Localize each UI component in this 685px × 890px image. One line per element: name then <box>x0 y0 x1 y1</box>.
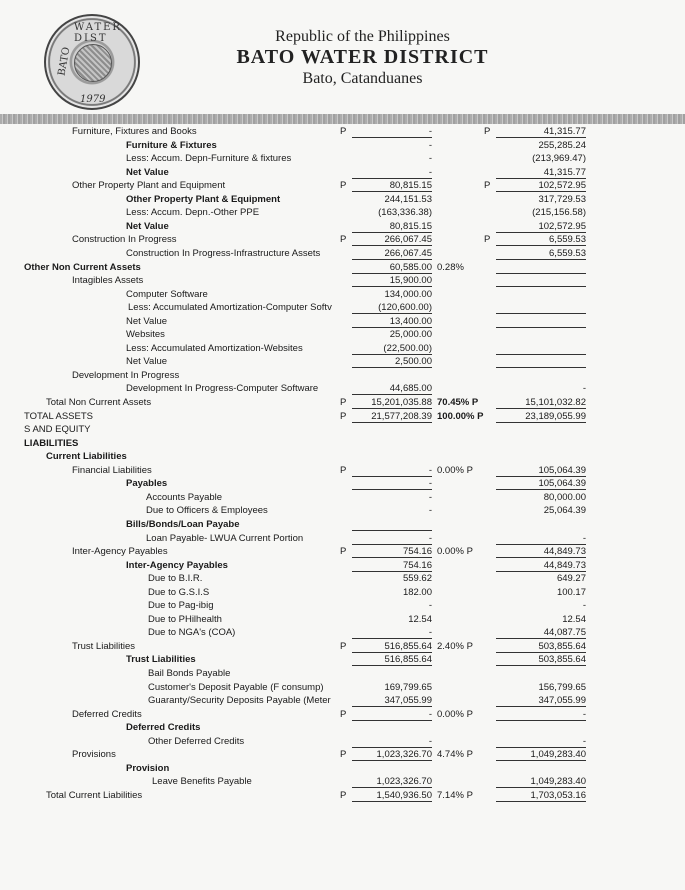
underline-current <box>352 801 432 802</box>
amount-current: 516,855.64 <box>384 640 432 652</box>
row-label: Other Deferred Credits <box>148 735 245 747</box>
table-row <box>0 735 685 748</box>
amount-prior: 1,049,283.40 <box>530 749 586 761</box>
amount-current: 266,067.45 <box>384 247 432 259</box>
amount-current: - <box>428 166 432 178</box>
amount-prior: 23,189,055.99 <box>525 410 586 422</box>
row-label: LIABILITIES <box>24 437 79 449</box>
percent-of-total: 0.28% <box>437 261 464 273</box>
row-label: Due to PHilhealth <box>148 613 222 625</box>
table-row <box>0 342 685 355</box>
table-row <box>0 504 685 517</box>
row-label: Inter-Agency Payables <box>72 546 168 558</box>
amount-current: (163,336.38) <box>378 207 432 219</box>
amount-current: - <box>428 126 432 137</box>
table-row <box>0 450 685 463</box>
row-label: Trust Liabilities <box>126 654 196 666</box>
row-label: Leave Benefits Payable <box>152 776 252 788</box>
underline-prior <box>496 801 586 802</box>
amount-prior: 44,849.73 <box>543 559 586 571</box>
header-district-name: BATO WATER DISTRICT <box>236 46 489 68</box>
table-row <box>0 532 685 545</box>
peso-sign-prior: P <box>484 180 491 192</box>
row-label: Inter-Agency Payables <box>126 559 228 571</box>
row-label: Bills/Bonds/Loan Payabe <box>126 518 240 530</box>
amount-prior: 41,315.77 <box>543 126 586 137</box>
amount-prior: 41,315.77 <box>543 166 586 178</box>
table-row <box>0 599 685 612</box>
peso-sign-current: P <box>340 708 347 720</box>
table-row <box>0 613 685 626</box>
amount-prior: 1,703,053.16 <box>530 789 586 801</box>
amount-current: - <box>428 139 432 151</box>
table-row <box>0 274 685 287</box>
table-row <box>0 748 685 761</box>
amount-prior: 102,572.95 <box>538 220 586 232</box>
amount-current: 2,500.00 <box>395 356 432 368</box>
amount-prior: 44,087.75 <box>543 627 586 639</box>
row-label: Deferred Credits <box>126 722 201 734</box>
percent-of-total: 2.40% P <box>437 640 473 652</box>
peso-sign-current: P <box>340 640 347 652</box>
table-row <box>0 708 685 721</box>
amount-current: - <box>428 627 432 639</box>
row-label: Trust Liabilities <box>72 640 136 652</box>
row-label: TOTAL ASSETS <box>24 410 93 422</box>
row-label: Due to B.I.R. <box>148 573 203 585</box>
percent-of-total: 4.74% P <box>437 749 473 761</box>
table-row <box>0 477 685 490</box>
amount-prior: 12.54 <box>562 613 586 625</box>
amount-current: - <box>428 153 432 165</box>
table-row <box>0 667 685 680</box>
amount-prior: - <box>582 600 586 612</box>
amount-prior: 6,559.53 <box>549 234 586 246</box>
row-label: Other Property Plant and Equipment <box>72 180 226 192</box>
table-row <box>0 762 685 775</box>
peso-sign-current: P <box>340 126 347 137</box>
table-row <box>0 640 685 653</box>
row-label: Development In Progress-Computer Software <box>126 383 319 395</box>
amount-current: (22,500.00) <box>383 342 432 354</box>
table-row <box>0 437 685 450</box>
amount-prior: 317,729.53 <box>538 193 586 205</box>
peso-sign-current: P <box>340 410 347 422</box>
amount-current: 21,577,208.39 <box>371 410 432 422</box>
amount-current: 182.00 <box>402 586 432 598</box>
amount-prior: 105,064.39 <box>538 464 586 476</box>
table-row <box>0 301 685 314</box>
row-label: Total Non Current Assets <box>46 397 152 408</box>
row-label: Websites <box>126 329 165 341</box>
table-row <box>0 125 685 138</box>
row-label: Financial Liabilities <box>72 464 152 476</box>
table-row <box>0 139 685 152</box>
percent-of-total: 70.45% P <box>437 397 479 408</box>
table-row <box>0 694 685 707</box>
row-label: Other Non Current Assets <box>24 261 141 273</box>
row-label: Less: Accumulated Amortization-Websites <box>126 342 303 354</box>
peso-sign-current: P <box>340 464 347 476</box>
table-row <box>0 410 685 423</box>
table-row <box>0 775 685 788</box>
amount-prior: 100.17 <box>556 586 586 598</box>
amount-prior: 102,572.95 <box>538 180 586 192</box>
row-label: Intagibles Assets <box>72 275 144 287</box>
row-label: Furniture, Fixtures and Books <box>72 126 197 137</box>
table-row <box>0 681 685 694</box>
row-label: Due to NGA's (COA) <box>148 627 236 639</box>
amount-current: - <box>428 491 432 503</box>
row-label: Accounts Payable <box>146 491 223 503</box>
amount-prior: 44,849.73 <box>543 546 586 558</box>
table-row <box>0 220 685 233</box>
amount-current: - <box>428 600 432 612</box>
amount-current: 1,540,936.50 <box>376 789 432 801</box>
row-label: Net Value <box>126 220 169 232</box>
amount-current: (120,600.00) <box>378 302 432 314</box>
row-label: Less: Accumulated Amortization-Computer Softv <box>128 302 332 314</box>
peso-sign-current: P <box>340 180 347 192</box>
amount-prior: 649.27 <box>556 573 586 585</box>
table-row <box>0 491 685 504</box>
percent-of-total: 0.00% P <box>437 708 473 720</box>
amount-prior: 503,855.64 <box>538 640 586 652</box>
row-label: Provision <box>126 762 170 774</box>
table-row <box>0 166 685 179</box>
row-label: Computer Software <box>126 288 208 300</box>
amount-prior: 156,799.65 <box>538 681 586 693</box>
row-label: Deferred Credits <box>72 708 142 720</box>
amount-current: 15,201,035.88 <box>371 397 432 408</box>
table-row <box>0 179 685 192</box>
amount-prior: - <box>582 532 586 544</box>
row-label: Net Value <box>126 166 169 178</box>
amount-current: 754.16 <box>402 559 432 571</box>
amount-current: 25,000.00 <box>389 329 432 341</box>
amount-current: 134,000.00 <box>384 288 432 300</box>
percent-of-total: 0.00% P <box>437 546 473 558</box>
row-label: Other Property Plant & Equipment <box>126 193 281 205</box>
row-label: Less: Accum. Depn.-Other PPE <box>126 207 260 219</box>
row-label: Furniture & Fixtures <box>126 139 217 151</box>
header-divider <box>0 114 685 124</box>
peso-sign-current: P <box>340 397 347 408</box>
percent-of-total: 7.14% P <box>437 789 473 801</box>
row-label: Bail Bonds Payable <box>148 668 231 679</box>
row-label: Construction In Progress-Infrastructure Assets <box>126 247 321 259</box>
table-row <box>0 721 685 734</box>
amount-current: 244,151.53 <box>384 193 432 205</box>
table-row <box>0 328 685 341</box>
table-row <box>0 261 685 274</box>
amount-prior: 105,064.39 <box>538 478 586 490</box>
amount-current: 1,023,326.70 <box>376 749 432 761</box>
table-row <box>0 206 685 219</box>
amount-prior: 1,049,283.40 <box>530 776 586 788</box>
amount-prior: (215,156.58) <box>532 207 586 219</box>
percent-of-total: 0.00% P <box>437 464 473 476</box>
row-label: Net Value <box>126 356 168 368</box>
amount-current: 1,023,326.70 <box>376 776 432 788</box>
row-label: Due to Officers & Employees <box>146 505 268 517</box>
amount-prior: 503,855.64 <box>538 654 586 666</box>
seal-year: 1979 <box>80 94 106 105</box>
table-row <box>0 247 685 260</box>
table-row <box>0 572 685 585</box>
amount-current: 347,055.99 <box>384 695 432 707</box>
row-label: Guaranty/Security Deposits Payable (Meter <box>148 695 331 707</box>
amount-current: - <box>428 464 432 476</box>
header-location: Bato, Catanduanes <box>302 70 423 87</box>
amount-current: 13,400.00 <box>389 315 432 327</box>
table-row <box>0 315 685 328</box>
amount-current: 559.62 <box>402 573 432 585</box>
amount-current: 754.16 <box>402 546 432 558</box>
percent-of-total: 100.00% P <box>437 410 484 422</box>
amount-prior: 80,000.00 <box>543 491 586 503</box>
amount-current: 80,815.15 <box>389 220 432 232</box>
amount-prior: - <box>582 708 586 720</box>
amount-current: 266,067.45 <box>384 234 432 246</box>
seal-text-left: BATO <box>56 46 73 77</box>
row-label: Payables <box>126 478 168 490</box>
table-row <box>0 653 685 666</box>
amount-current: 169,799.65 <box>384 681 432 693</box>
amount-current: - <box>428 505 432 517</box>
row-label: Loan Payable- LWUA Current Portion <box>146 532 304 544</box>
table-row <box>0 152 685 165</box>
header-republic: Republic of the Philippines <box>275 28 450 45</box>
table-row <box>0 464 685 477</box>
amount-current: - <box>428 532 432 544</box>
peso-sign-prior: P <box>484 126 491 137</box>
peso-sign-prior: P <box>484 234 491 246</box>
table-row <box>0 626 685 639</box>
row-label: S AND EQUITY <box>24 424 91 436</box>
amount-current: 80,815.15 <box>389 180 432 192</box>
table-row <box>0 518 685 531</box>
amount-prior: 25,064.39 <box>543 505 586 517</box>
table-row <box>0 545 685 558</box>
row-label: Construction In Progress <box>72 234 177 246</box>
table-row <box>0 193 685 206</box>
amount-prior: - <box>582 383 586 395</box>
amount-current: - <box>428 708 432 720</box>
amount-current: 60,585.00 <box>389 261 432 273</box>
amount-prior: 15,101,032.82 <box>525 397 586 408</box>
table-row <box>0 789 685 802</box>
row-label: Total Current Liabilities <box>46 789 143 801</box>
table-row <box>0 355 685 368</box>
table-row <box>0 559 685 572</box>
row-label: Development In Progress <box>72 369 180 381</box>
table-row <box>0 396 685 409</box>
amount-prior: 347,055.99 <box>538 695 586 707</box>
amount-current: - <box>428 478 432 490</box>
table-row <box>0 423 685 436</box>
peso-sign-current: P <box>340 789 347 801</box>
amount-prior: (213,969.47) <box>532 153 586 165</box>
amount-prior: 255,285.24 <box>538 139 586 151</box>
seal-text-top: WATER DIST <box>74 22 122 44</box>
row-label: Less: Accum. Depn-Furniture & fixtures <box>126 153 292 165</box>
amount-current: 516,855.64 <box>384 654 432 666</box>
amount-current: 12.54 <box>408 613 432 625</box>
peso-sign-current: P <box>340 546 347 558</box>
row-label: Net Value <box>126 315 168 327</box>
table-row <box>0 288 685 301</box>
table-row <box>0 586 685 599</box>
amount-current: 15,900.00 <box>389 275 432 287</box>
row-label: Customer's Deposit Payable (F consump) <box>148 681 324 693</box>
row-label: Due to G.S.I.S <box>148 586 210 598</box>
amount-current: - <box>428 735 432 747</box>
amount-prior: - <box>582 735 586 747</box>
row-label: Current Liabilities <box>46 451 127 463</box>
table-row <box>0 233 685 246</box>
amount-current: 44,685.00 <box>389 383 432 395</box>
peso-sign-current: P <box>340 749 347 761</box>
amount-prior: 6,559.53 <box>549 247 586 259</box>
row-label: Provisions <box>72 749 116 761</box>
peso-sign-current: P <box>340 234 347 246</box>
row-label: Due to Pag-ibig <box>148 600 214 612</box>
table-row <box>0 369 685 382</box>
table-row <box>0 382 685 395</box>
